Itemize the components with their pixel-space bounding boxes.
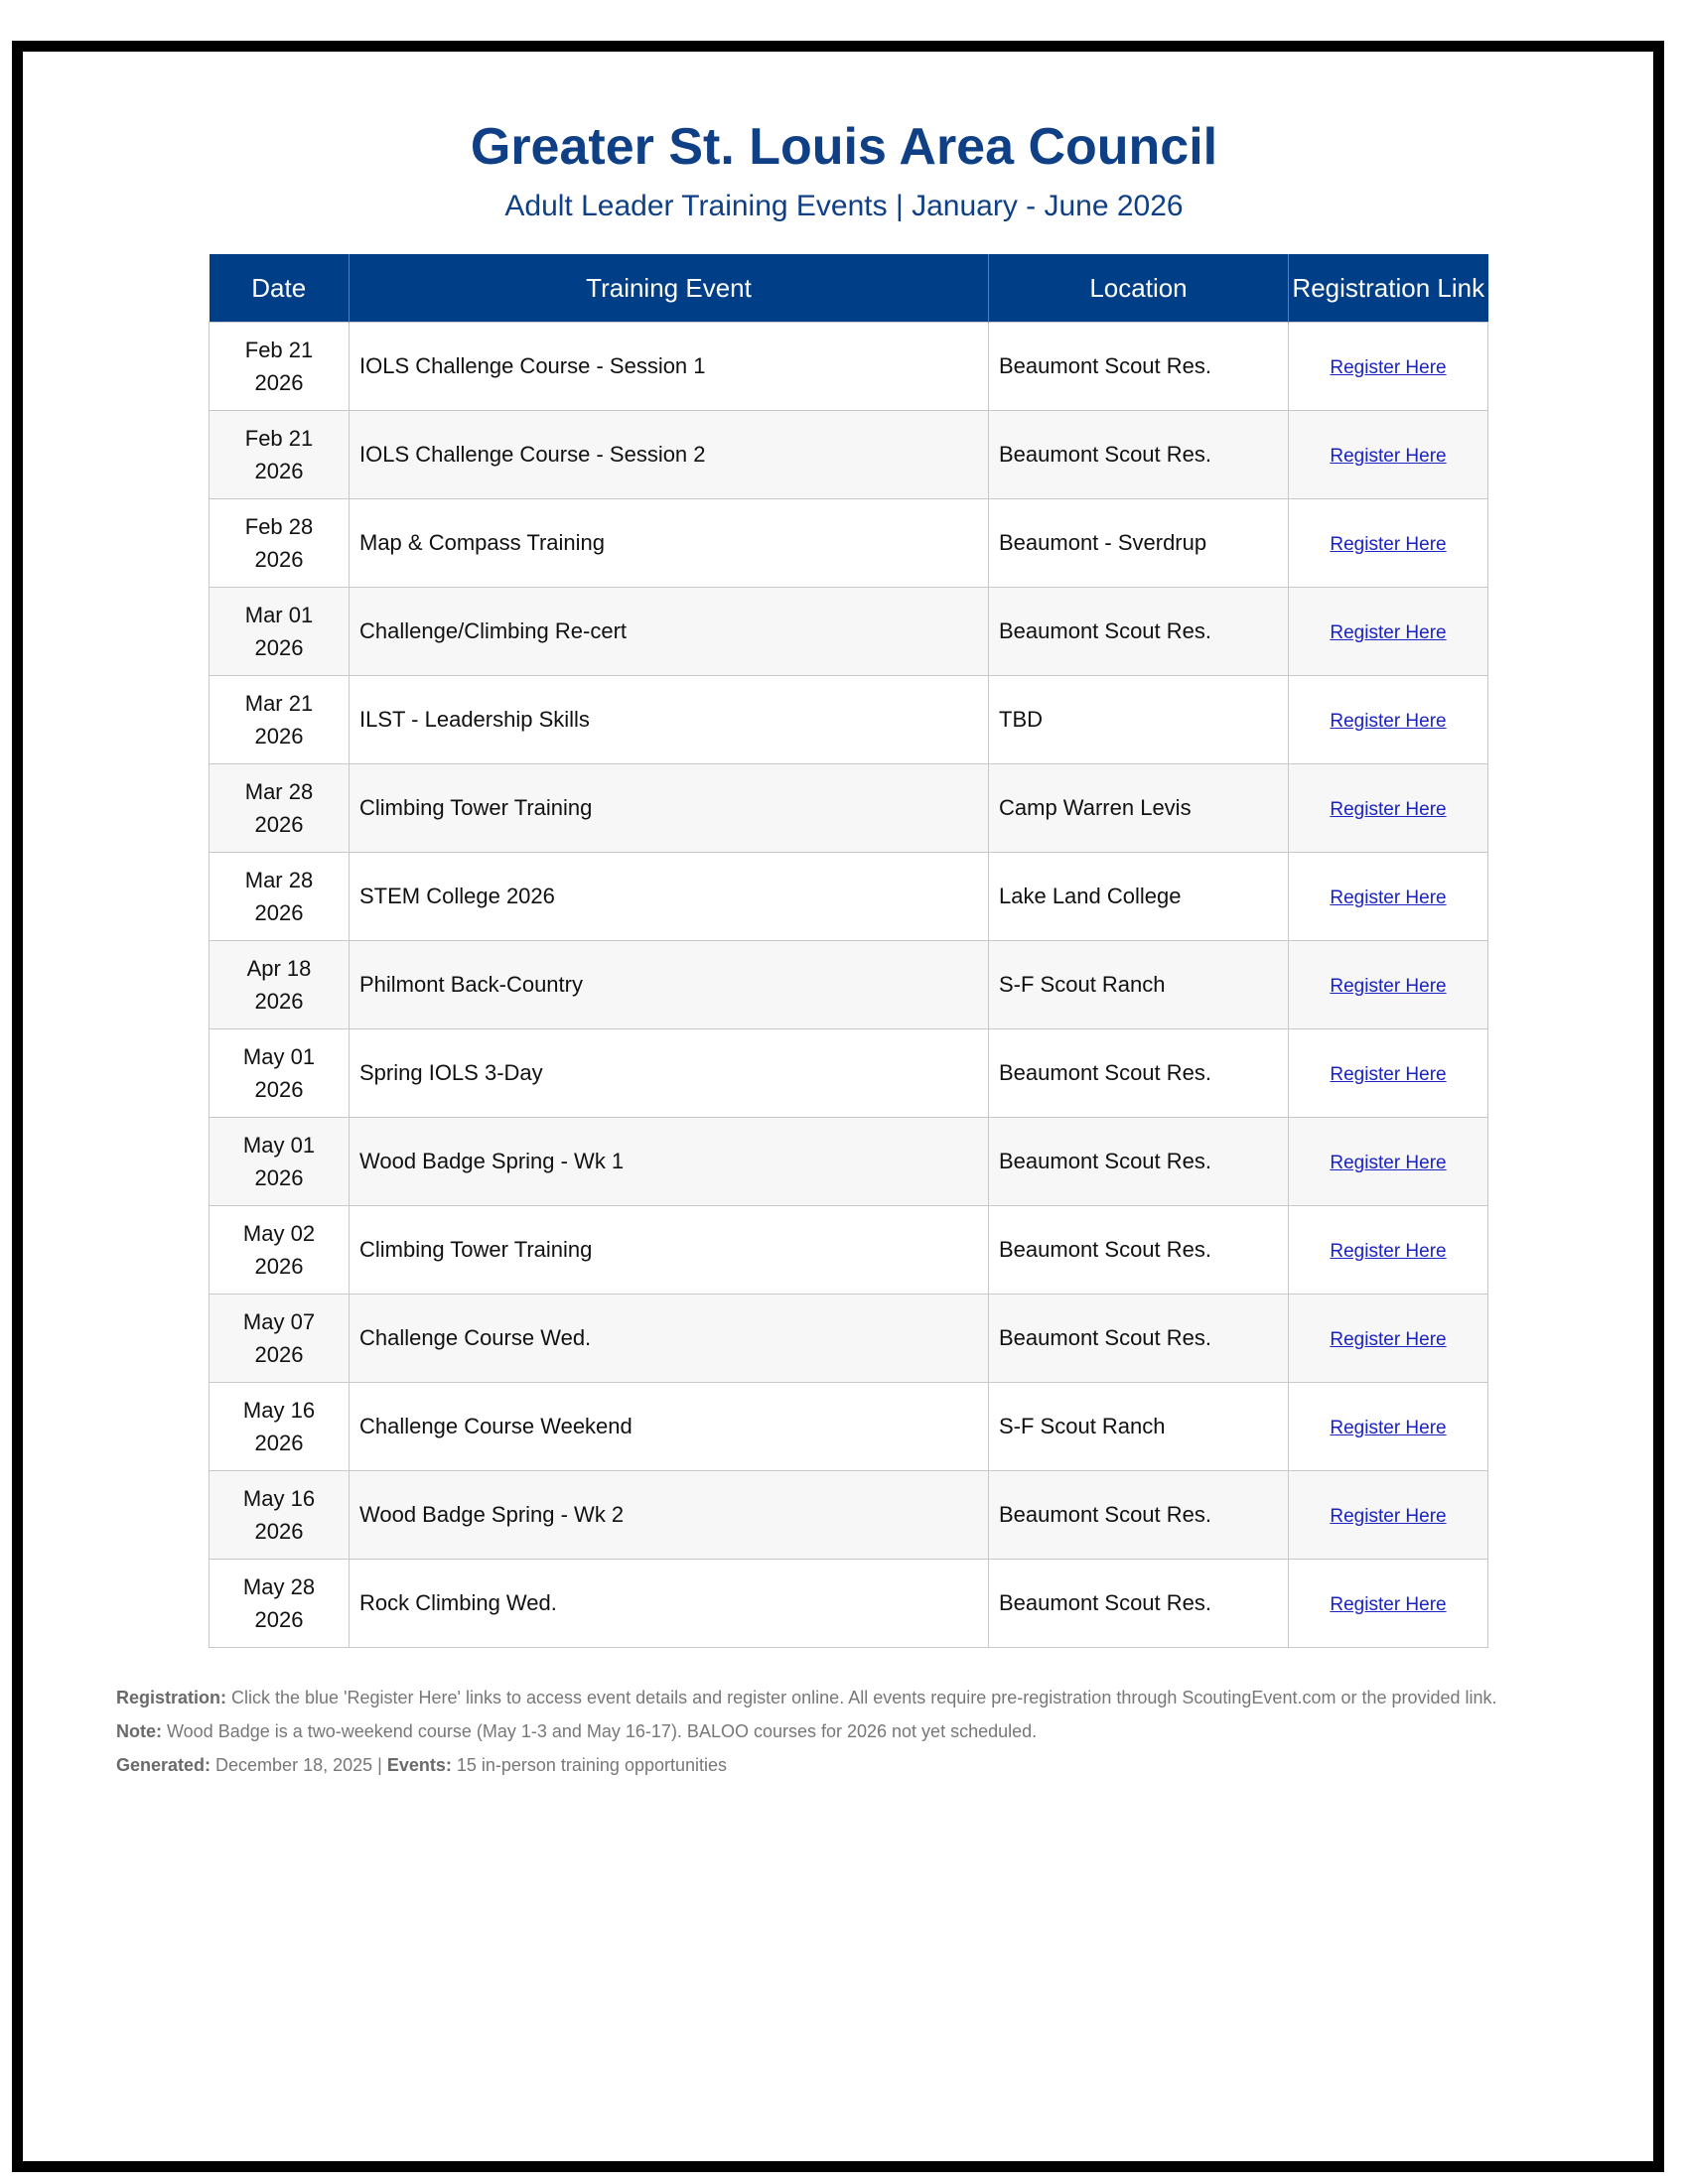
table-row — [210, 588, 1488, 676]
training-event-cell: Wood Badge Spring - Wk 2 — [350, 1471, 989, 1560]
registration-label: Registration: — [116, 1688, 227, 1707]
location-cell: S-F Scout Ranch — [989, 941, 1289, 1029]
register-here-link[interactable]: Register Here — [1330, 1506, 1447, 1527]
table-row — [210, 1471, 1488, 1560]
event-date: Feb 21 — [244, 338, 314, 362]
event-date: May 16 — [242, 1398, 316, 1423]
training-event-cell: Climbing Tower Training — [350, 764, 989, 853]
event-year: 2026 — [254, 459, 304, 483]
table-body — [210, 323, 1488, 1648]
column-header-location: Location — [989, 254, 1289, 323]
date-cell — [210, 1206, 350, 1295]
register-here-link[interactable]: Register Here — [1330, 1153, 1447, 1173]
location-cell: Beaumont Scout Res. — [989, 1471, 1289, 1560]
registration-link-cell — [1289, 764, 1488, 853]
register-here-link[interactable]: Register Here — [1330, 711, 1447, 732]
table-header-row — [210, 254, 1488, 323]
table-row — [210, 676, 1488, 764]
training-event-cell: Challenge Course Weekend — [350, 1383, 989, 1471]
registration-link-cell — [1289, 1383, 1488, 1471]
table-row — [210, 853, 1488, 941]
date-cell — [210, 411, 350, 499]
registration-text: Click the blue 'Register Here' links to access event details and register online. All events require pre-registration through ScoutingEvent.com or the provided link. — [226, 1688, 1497, 1707]
event-date: Apr 18 — [246, 956, 312, 981]
registration-link-cell — [1289, 676, 1488, 764]
register-here-link[interactable]: Register Here — [1330, 1418, 1447, 1438]
date-cell — [210, 323, 350, 411]
table-row — [210, 1118, 1488, 1206]
registration-link-cell — [1289, 1206, 1488, 1295]
event-date: Mar 28 — [244, 868, 314, 892]
location-cell: Beaumont - Sverdrup — [989, 499, 1289, 588]
event-year: 2026 — [254, 1077, 304, 1102]
training-event-cell: STEM College 2026 — [350, 853, 989, 941]
date-cell — [210, 853, 350, 941]
generated-text: December 18, 2025 | — [211, 1755, 387, 1775]
event-date: May 07 — [242, 1309, 316, 1334]
table-row — [210, 323, 1488, 411]
event-date: May 16 — [242, 1486, 316, 1511]
location-cell: Beaumont Scout Res. — [989, 411, 1289, 499]
note-text: Wood Badge is a two-weekend course (May 1-3 and May 16-17). BALOO courses for 2026 not yet scheduled. — [162, 1721, 1038, 1741]
training-event-cell: Wood Badge Spring - Wk 1 — [350, 1118, 989, 1206]
training-event-cell: Spring IOLS 3-Day — [350, 1029, 989, 1118]
column-header-registration-link: Registration Link — [1289, 254, 1488, 323]
location-cell: Beaumont Scout Res. — [989, 1295, 1289, 1383]
register-here-link[interactable]: Register Here — [1330, 976, 1447, 997]
registration-link-cell — [1289, 853, 1488, 941]
event-year: 2026 — [254, 547, 304, 572]
events-text: 15 in-person training opportunities — [451, 1755, 728, 1775]
table-row — [210, 1560, 1488, 1648]
registration-link-cell — [1289, 1560, 1488, 1648]
location-cell: Beaumont Scout Res. — [989, 323, 1289, 411]
register-here-link[interactable]: Register Here — [1330, 799, 1447, 820]
event-year: 2026 — [254, 812, 304, 837]
event-year: 2026 — [254, 1607, 304, 1632]
event-date: May 02 — [242, 1221, 316, 1246]
event-date: May 01 — [242, 1133, 316, 1158]
location-cell: Beaumont Scout Res. — [989, 1029, 1289, 1118]
registration-link-cell — [1289, 411, 1488, 499]
table-row — [210, 499, 1488, 588]
registration-link-cell — [1289, 1295, 1488, 1383]
column-header-training-event: Training Event — [350, 254, 989, 323]
register-here-link[interactable]: Register Here — [1330, 1064, 1447, 1085]
register-here-link[interactable]: Register Here — [1330, 1594, 1447, 1615]
registration-note — [116, 1681, 1581, 1714]
registration-link-cell — [1289, 1118, 1488, 1206]
table-row — [210, 1206, 1488, 1295]
training-event-cell: Climbing Tower Training — [350, 1206, 989, 1295]
training-event-cell: ILST - Leadership Skills — [350, 676, 989, 764]
date-cell — [210, 764, 350, 853]
event-year: 2026 — [254, 1519, 304, 1544]
date-cell — [210, 499, 350, 588]
table-row — [210, 1383, 1488, 1471]
event-year: 2026 — [254, 900, 304, 925]
registration-link-cell — [1289, 499, 1488, 588]
event-date: Mar 28 — [244, 779, 314, 804]
date-cell — [210, 1560, 350, 1648]
date-cell — [210, 1295, 350, 1383]
register-here-link[interactable]: Register Here — [1330, 534, 1447, 555]
page-title: Greater St. Louis Area Council — [470, 118, 1218, 176]
registration-link-cell — [1289, 1471, 1488, 1560]
date-cell — [210, 941, 350, 1029]
event-year: 2026 — [254, 1165, 304, 1190]
training-event-cell: Philmont Back-Country — [350, 941, 989, 1029]
date-cell — [210, 1118, 350, 1206]
registration-link-cell — [1289, 1029, 1488, 1118]
registration-link-cell — [1289, 941, 1488, 1029]
event-date: Mar 21 — [244, 691, 314, 716]
wood-badge-note — [116, 1714, 1581, 1748]
event-date: May 28 — [242, 1574, 316, 1599]
register-here-link[interactable]: Register Here — [1330, 1241, 1447, 1262]
event-year: 2026 — [254, 1342, 304, 1367]
table-row — [210, 1029, 1488, 1118]
footer-notes — [116, 1681, 1581, 1782]
training-event-cell: Rock Climbing Wed. — [350, 1560, 989, 1648]
date-cell — [210, 1029, 350, 1118]
page-subtitle: Adult Leader Training Events | January - June 2026 — [504, 190, 1184, 222]
event-date: Feb 28 — [244, 514, 314, 539]
table-row — [210, 764, 1488, 853]
register-here-link[interactable]: Register Here — [1330, 887, 1447, 908]
location-cell: Lake Land College — [989, 853, 1289, 941]
training-event-cell: Challenge Course Wed. — [350, 1295, 989, 1383]
event-date: Mar 01 — [244, 603, 314, 627]
location-cell: Beaumont Scout Res. — [989, 1206, 1289, 1295]
register-here-link[interactable]: Register Here — [1330, 446, 1447, 467]
register-here-link[interactable]: Register Here — [1330, 357, 1447, 378]
register-here-link[interactable]: Register Here — [1330, 1329, 1447, 1350]
registration-link-cell — [1289, 588, 1488, 676]
location-cell: Beaumont Scout Res. — [989, 1560, 1289, 1648]
training-event-cell: IOLS Challenge Course - Session 1 — [350, 323, 989, 411]
event-date: Feb 21 — [244, 426, 314, 451]
generated-label: Generated: — [116, 1755, 211, 1775]
registration-link-cell — [1289, 323, 1488, 411]
table-row — [210, 1295, 1488, 1383]
event-year: 2026 — [254, 724, 304, 749]
training-events-table — [209, 254, 1488, 1648]
location-cell: Beaumont Scout Res. — [989, 1118, 1289, 1206]
generated-note — [116, 1748, 1581, 1782]
location-cell: TBD — [989, 676, 1289, 764]
register-here-link[interactable]: Register Here — [1330, 622, 1447, 643]
location-cell: S-F Scout Ranch — [989, 1383, 1289, 1471]
note-label: Note: — [116, 1721, 162, 1741]
location-cell: Camp Warren Levis — [989, 764, 1289, 853]
table-row — [210, 941, 1488, 1029]
event-year: 2026 — [254, 635, 304, 660]
date-cell — [210, 588, 350, 676]
training-event-cell: Map & Compass Training — [350, 499, 989, 588]
event-year: 2026 — [254, 989, 304, 1014]
table-row — [210, 411, 1488, 499]
events-label: Events: — [386, 1755, 452, 1775]
event-year: 2026 — [254, 1431, 304, 1455]
training-event-cell: Challenge/Climbing Re-cert — [350, 588, 989, 676]
event-year: 2026 — [254, 1254, 304, 1279]
date-cell — [210, 1471, 350, 1560]
event-year: 2026 — [254, 370, 304, 395]
date-cell — [210, 676, 350, 764]
location-cell: Beaumont Scout Res. — [989, 588, 1289, 676]
date-cell — [210, 1383, 350, 1471]
training-event-cell: IOLS Challenge Course - Session 2 — [350, 411, 989, 499]
column-header-date: Date — [210, 254, 350, 323]
event-date: May 01 — [242, 1044, 316, 1069]
